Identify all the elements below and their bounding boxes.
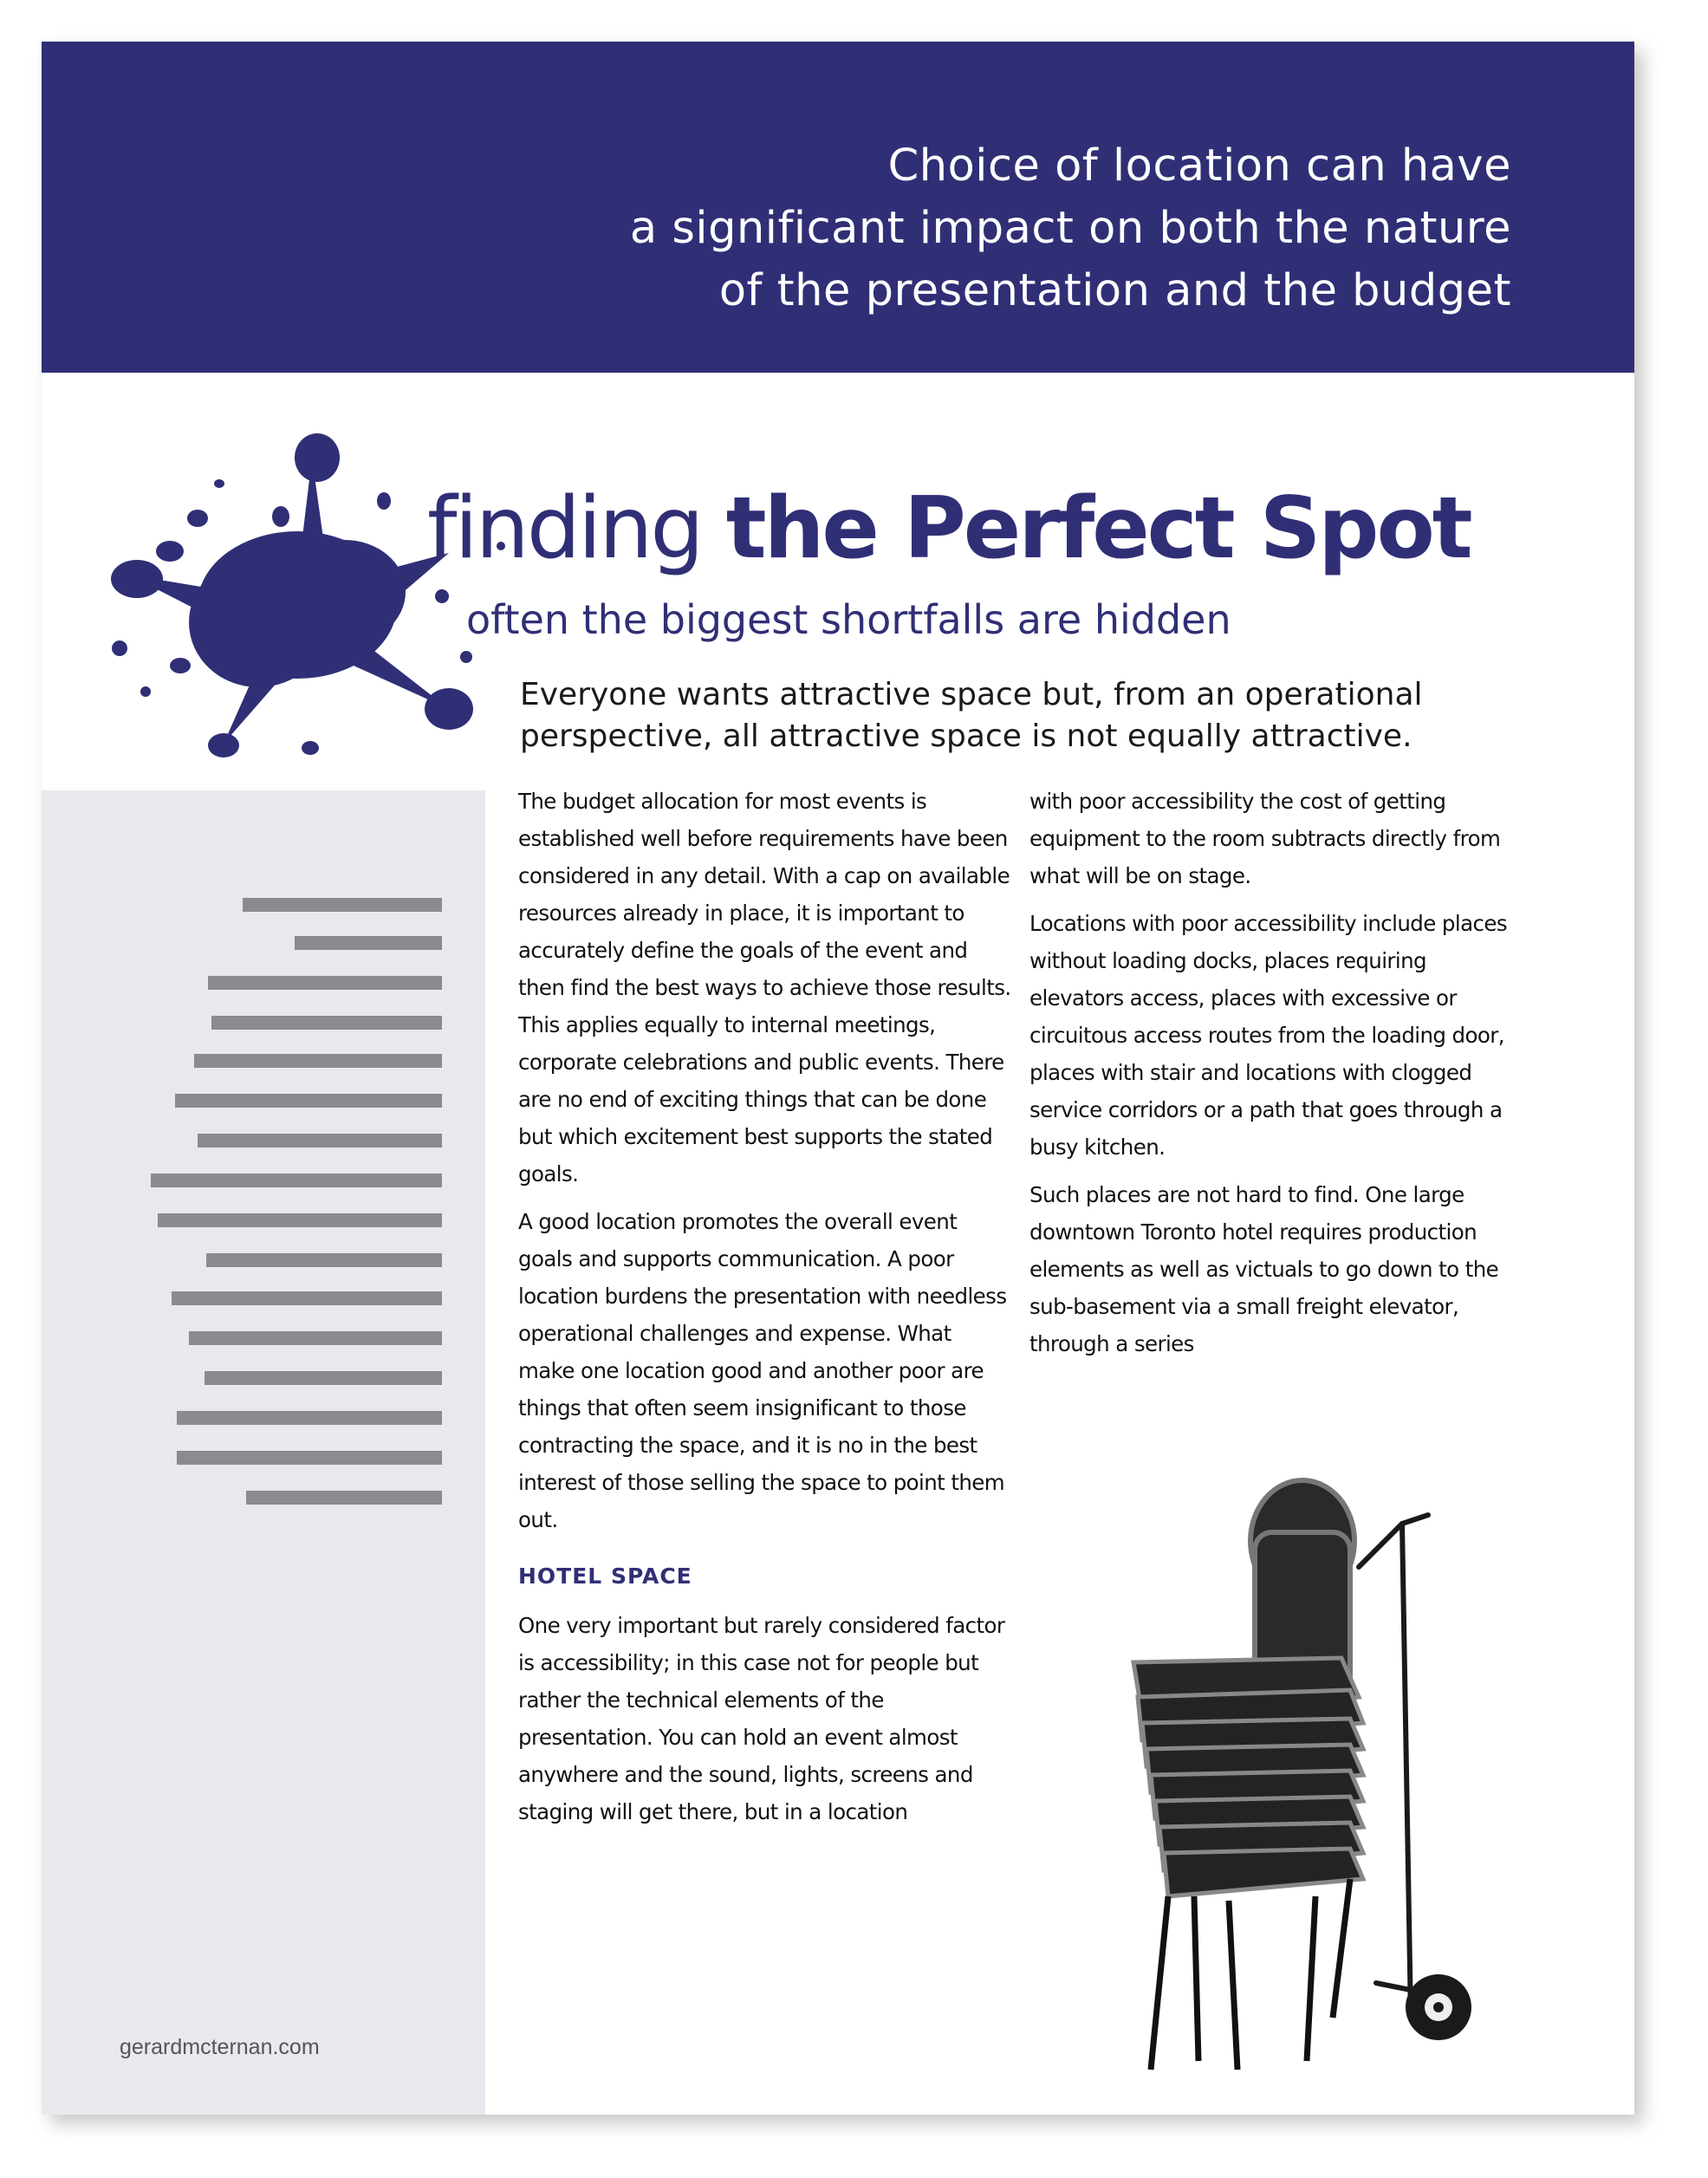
page-subtitle: often the biggest shortfalls are hidden xyxy=(466,596,1231,643)
redacted-line xyxy=(177,1411,442,1425)
redacted-line xyxy=(189,1331,442,1345)
paragraph: The budget allocation for most events is established well before requirements have been considered in any detail. With a cap on available resources already in place, it is important to accurately define the goals of the event and then find the best ways to achieve those results. This applies equally to internal meetings, corporate celebrations and public events. There are no end of exciting things that can be done but which excitement best supports the stated goals. xyxy=(518,789,1011,1187)
redacted-line xyxy=(246,1491,442,1505)
ink-splat-icon xyxy=(85,406,518,804)
redacted-line xyxy=(211,1016,442,1030)
paragraph: Such places are not hard to find. One large downtown Toronto hotel requires production elements as well as victuals to go down to the sub-basement via a small freight elevator, through a series xyxy=(1029,1182,1499,1356)
redacted-line xyxy=(198,1134,442,1148)
redacted-line xyxy=(205,1371,442,1385)
document-page xyxy=(42,42,1634,2115)
redacted-line xyxy=(295,936,442,950)
sidebar-panel xyxy=(42,790,485,2115)
tagline-line-1: Choice of location can have xyxy=(887,140,1511,192)
redacted-line xyxy=(208,976,442,990)
page-title xyxy=(427,479,1471,578)
left-column xyxy=(518,783,1012,1841)
redacted-line xyxy=(177,1451,442,1465)
title-bold: the Perfect Spot xyxy=(725,479,1471,578)
redacted-line xyxy=(194,1054,442,1068)
intro-text xyxy=(520,674,1560,757)
intro-line-1: Everyone wants attractive space but, from an operational xyxy=(520,677,1423,712)
redacted-line xyxy=(175,1094,442,1108)
banner-tagline xyxy=(471,135,1511,322)
redacted-line xyxy=(206,1253,442,1267)
tagline-line-3: of the presentation and the budget xyxy=(718,265,1511,316)
tagline-line-2: a significant impact on both the nature xyxy=(629,203,1511,254)
footer-url: gerardmcternan.com xyxy=(120,2035,320,2059)
paragraph: with poor accessibility the cost of getting equipment to the room subtracts directly from what will be on stage. xyxy=(1029,789,1501,888)
paragraph: One very important but rarely considered factor is accessibility; in this case not for people but rather the technical elements of the presentation. You can hold an event almost anywhere and the sound, lights, screens and staging will get there, but in a location xyxy=(518,1613,1005,1824)
redacted-line xyxy=(158,1213,442,1227)
paragraph: Locations with poor accessibility include places without loading docks, places requiring elevators access, places with excessive or circuitous access routes from the loading door, places with stair and locations with clogged service corridors or a path that goes through a busy kitchen. xyxy=(1029,911,1507,1160)
intro-line-2: perspective, all attractive space is not equally attractive. xyxy=(520,718,1413,754)
title-light: finding xyxy=(427,479,726,578)
redacted-line xyxy=(243,898,442,912)
section-heading: HOTEL SPACE xyxy=(518,1564,692,1589)
paragraph: A good location promotes the overall event goals and supports communication. A poor location burdens the presentation with needless operational challenges and expense. What make one location good and another poor are things that often seem insignificant to those contracting the space, and it is no in the best interest of those selling the space to point them out. xyxy=(518,1209,1007,1532)
redacted-line xyxy=(172,1291,442,1305)
redacted-line xyxy=(151,1174,442,1187)
right-column xyxy=(1029,783,1523,1373)
header-banner xyxy=(42,42,1634,373)
stacked-chairs-dolly-image xyxy=(1116,1463,1497,2087)
